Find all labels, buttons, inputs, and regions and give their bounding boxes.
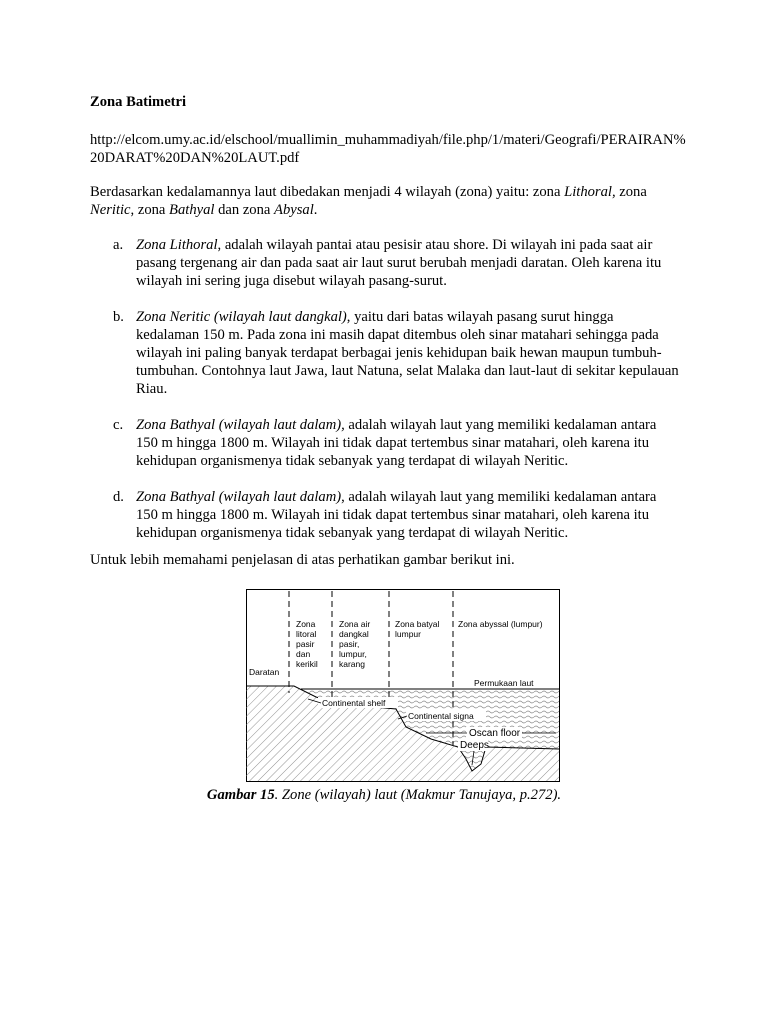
caption-text: . Zone (wilayah) laut (Makmur Tanujaya, p.272). (274, 787, 562, 803)
caption-label: Gambar 15 (206, 787, 275, 803)
list-text: adalah wilayah laut yang memiliki kedalaman antara 150 m hingga 1800 m. Wilayah ini tidak dapat tertembus sinar matahari, oleh karena itu kehidupan organismenya tidak sebanyak yang terdapat di wilayah Neritic. (136, 417, 657, 469)
list-letter: d. (113, 489, 124, 505)
list-letter: a. (113, 237, 124, 253)
intro-text-3: , zona (130, 202, 170, 218)
list-letter: c. (113, 417, 124, 433)
list-term: Zona Bathyal (wilayah laut dalam), (136, 417, 345, 433)
list-text: , adalah wilayah laut yang memiliki kedalaman antara 150 m hingga 1800 m. Wilayah ini tidak dapat tertembus sinar matahari, oleh karena itu kehidupan organismenya tidak sebanyak yang terdapat di wilayah Neritic. (136, 489, 657, 541)
zone-batyal-label: Zona batyal lumpur (395, 619, 440, 639)
intro-term-lithoral: Lithoral, (564, 184, 616, 200)
list-text: , adalah wilayah pantai atau pesisir atau shore. Di wilayah ini pada saat air pasang tergenang air dan pada saat air laut surut berubah menjadi daratan. Oleh karena itu wilayah ini sering juga disebut wilayah pasang-surut. (136, 237, 662, 289)
zone-dangkal-label: Zona air dangkal pasir, lumpur, karang (339, 619, 371, 669)
intro-text-1: Berdasarkan kedalamannya laut dibedakan menjadi 4 wilayah (zona) yaitu: zona (90, 184, 565, 200)
intro-text-2: zona (615, 184, 647, 200)
intro-term-neritic: Neritic (90, 202, 131, 218)
continental-signa-label: Continental signa (408, 711, 474, 721)
permukaan-laut-label: Permukaan laut (474, 678, 534, 688)
deeps-label: Deeps (460, 740, 489, 751)
figure-caption (0, 786, 768, 804)
intro-term-bathyal: Bathyal (169, 202, 215, 218)
bathymetry-diagram (246, 589, 560, 782)
list-term: Zona Neritic (wilayah laut dangkal) (136, 309, 347, 325)
list-item (90, 488, 680, 542)
figure-intro-text: Untuk lebih memahami penjelasan di atas perhatikan gambar berikut ini. (90, 552, 515, 568)
intro-text-4: dan zona (214, 202, 275, 218)
zone-list (90, 236, 680, 560)
daratan-label: Daratan (249, 667, 280, 677)
list-item (90, 308, 680, 398)
list-text: , yaitu dari batas wilayah pasang surut hingga kedalaman 150 m. Pada zona ini masih dapat ditembus oleh sinar matahari sehingga pada wilayah ini paling banyak terdapat berbagai jenis kehidupan baik hewan maupun tumbuh-tumbuhan. Contohnya laut Jawa, laut Natuna, selat Malaka dan laut-laut di sekitar kepulauan Riau. (136, 309, 679, 397)
list-item (90, 236, 680, 290)
document-title: Zona Batimetri (90, 94, 187, 110)
list-item (90, 416, 680, 470)
zone-abyssal-label: Zona abyssal (lumpur) (458, 619, 543, 629)
ocean-floor-label: Oscan floor (469, 728, 521, 739)
source-url: http://elcom.umy.ac.id/elschool/muallimin_muhammadiyah/file.php/1/materi/Geografi/PERAIRAN%20DARAT%20DAN%20LAUT.pdf (90, 132, 686, 166)
intro-text-5: . (313, 202, 318, 218)
list-term: Zona Lithoral (136, 237, 218, 253)
list-term: Zona Bathyal (wilayah laut dalam) (136, 489, 342, 505)
continental-shelf-label: Continental shelf (322, 698, 386, 708)
zone-litoral-label: Zona litoral pasir dan kerikil (296, 619, 318, 669)
intro-paragraph (90, 183, 690, 219)
intro-term-abysal: Abysal (274, 202, 314, 218)
list-letter: b. (113, 309, 124, 325)
